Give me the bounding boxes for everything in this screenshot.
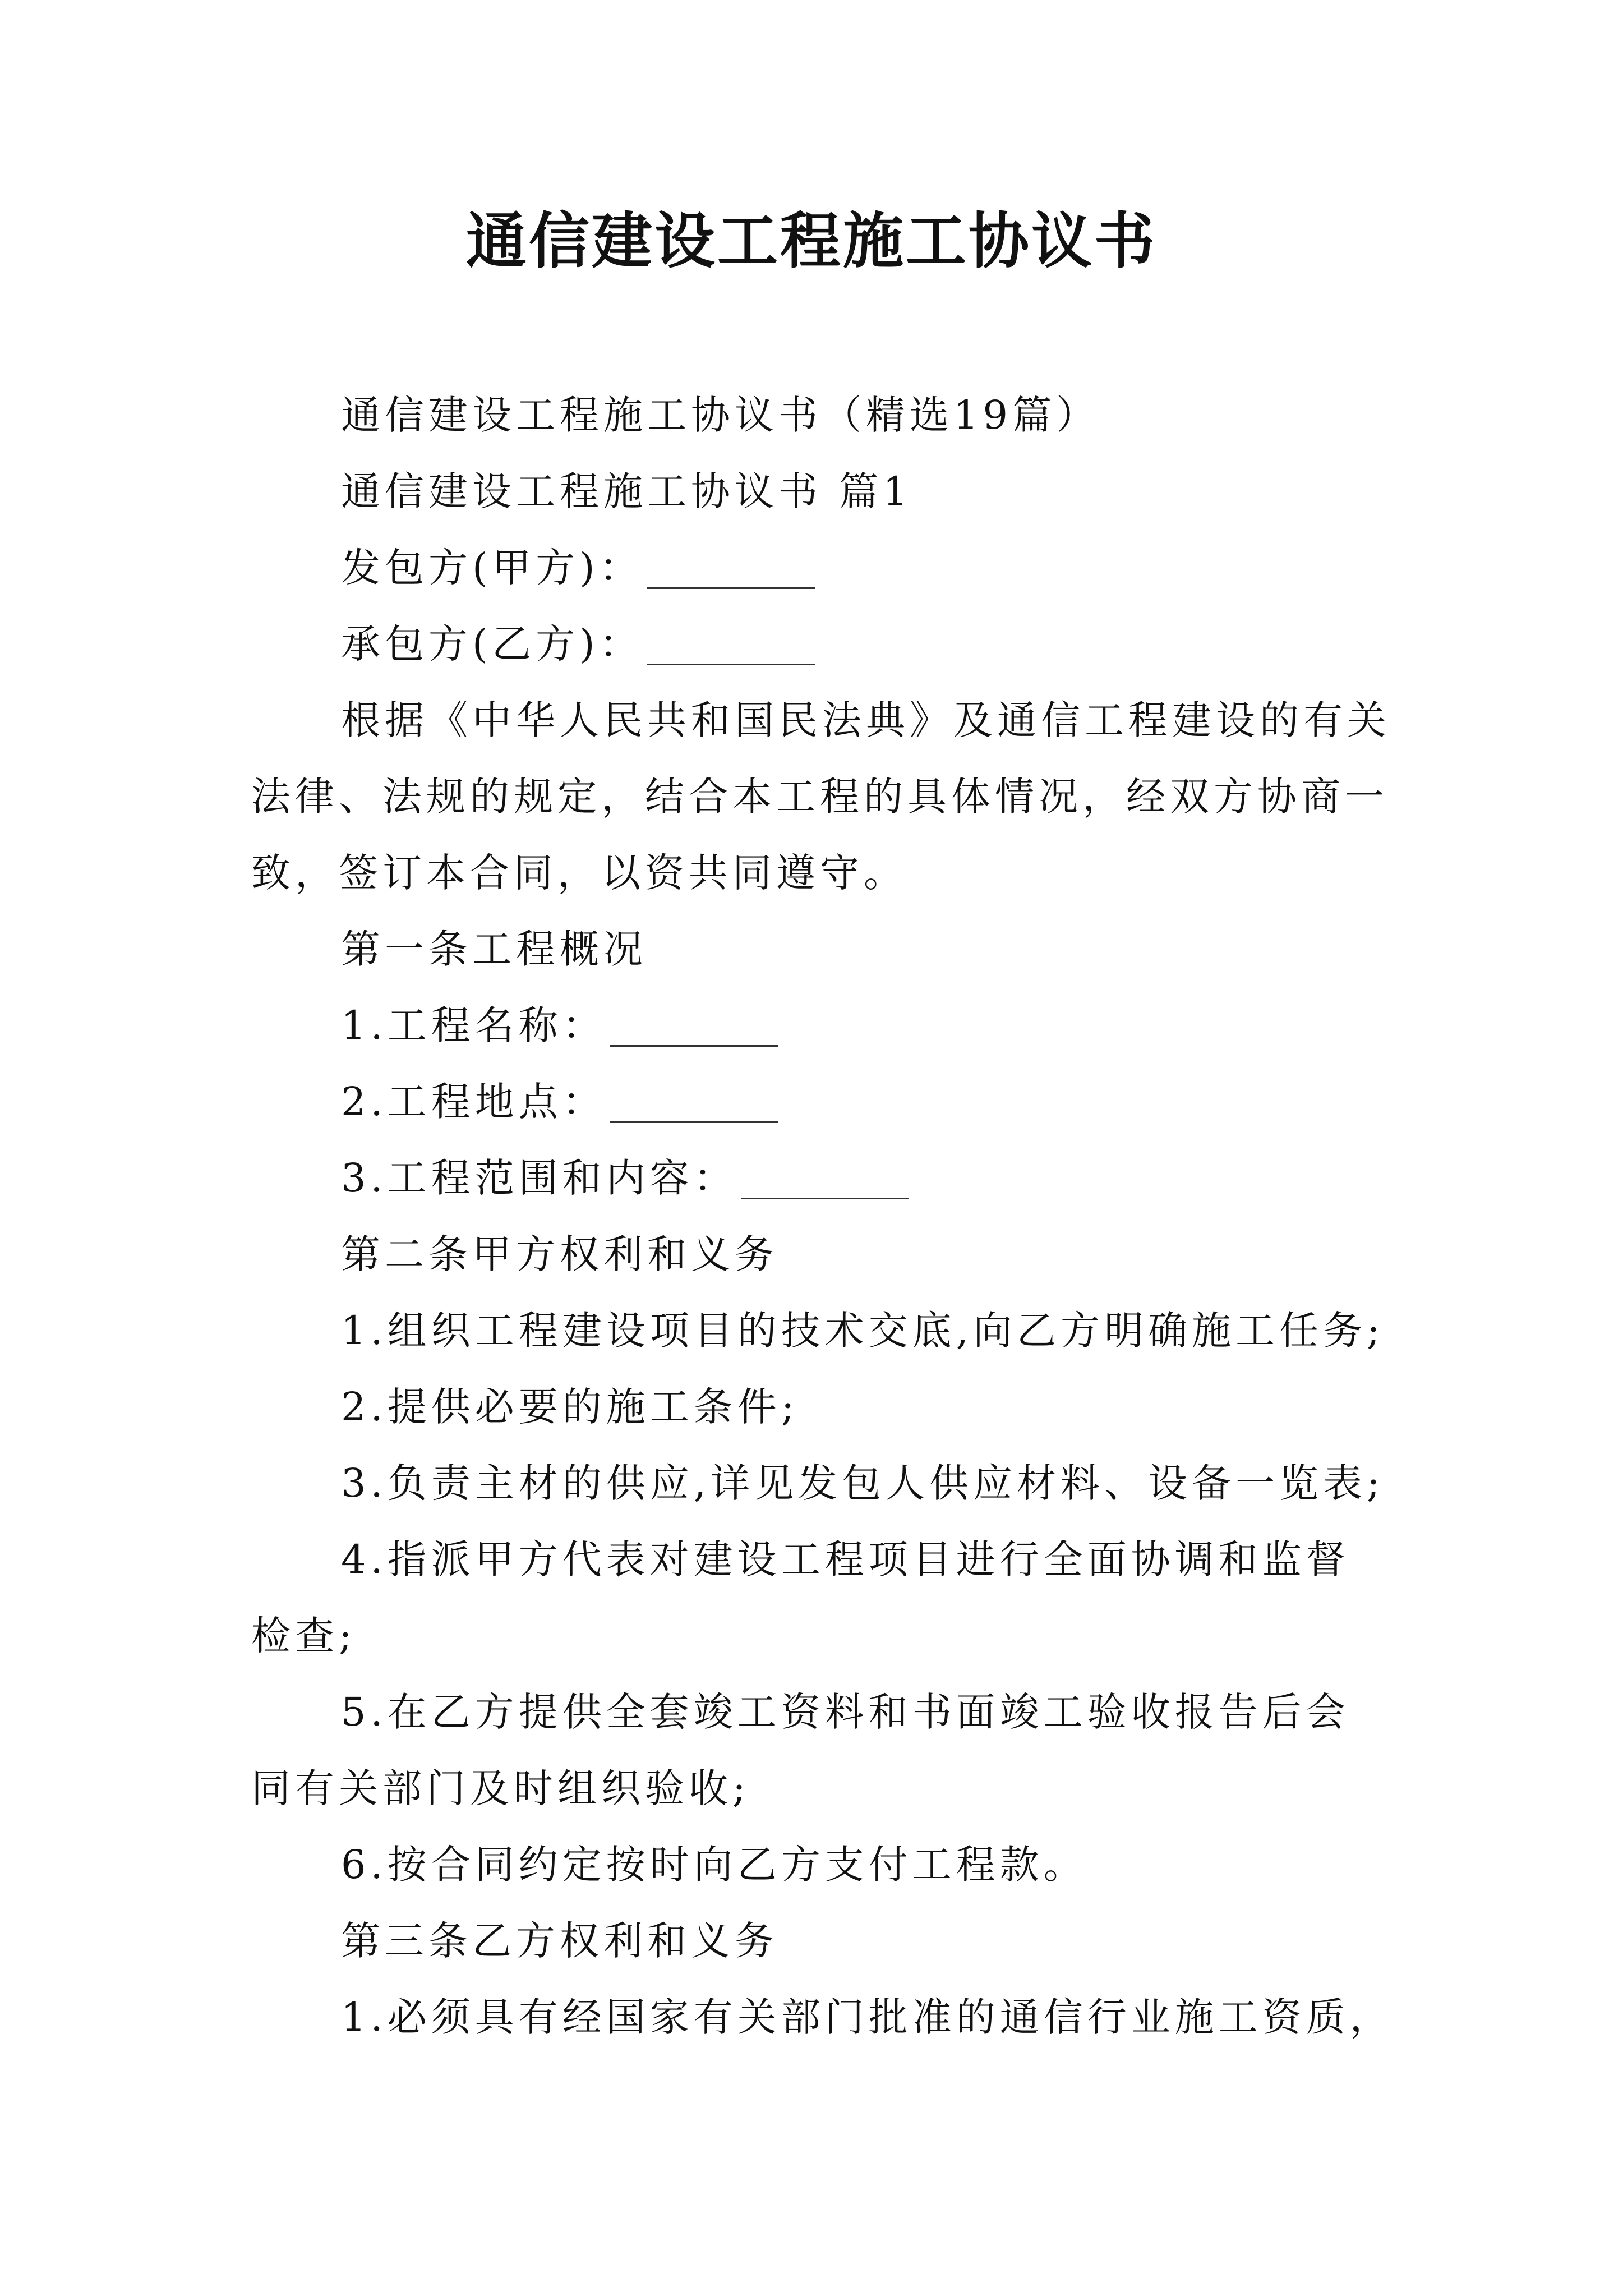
project-scope-label: 3.工程范围和内容： (341, 1155, 737, 1201)
paragraph-line: 致，签订本合同，以资共同遵守。 (251, 850, 907, 896)
project-scope-blank (741, 1164, 909, 1199)
article-heading: 第一条工程概况 (341, 926, 647, 972)
party-b-line (251, 606, 1373, 682)
paragraph-line: 法律、法规的规定，结合本工程的具体情况，经双方协商一 (251, 774, 1389, 820)
subtitle-line: 通信建设工程施工协议书（精选19篇） (341, 392, 1100, 438)
list-item: 5.在乙方提供全套竣工资料和书面竣工验收报告后会 (341, 1689, 1350, 1735)
party-a-label: 发包方(甲方)： (341, 545, 643, 591)
list-item-continuation: 检查; (251, 1613, 357, 1659)
party-a-blank (647, 554, 815, 589)
article-heading: 第三条乙方权利和义务 (341, 1918, 778, 1964)
project-location-blank (610, 1088, 778, 1123)
project-name-label: 1.工程名称： (341, 1002, 606, 1048)
party-b-label: 承包方(乙方)： (341, 621, 643, 667)
party-a-line (251, 530, 1373, 606)
section-heading: 通信建设工程施工协议书 篇1 (341, 468, 912, 514)
project-location-label: 2.工程地点： (341, 1079, 606, 1125)
project-name-line (251, 987, 1373, 1064)
article-heading: 第二条甲方权利和义务 (341, 1231, 778, 1277)
party-b-blank (647, 630, 815, 665)
list-item: 1.组织工程建设项目的技术交底,向乙方明确施工任务; (341, 1308, 1385, 1354)
document-body (251, 377, 1394, 2055)
document-title: 通信建设工程施工协议书 (465, 206, 1157, 277)
list-item: 3.负责主材的供应,详见发包人供应材料、设备一览表; (341, 1460, 1385, 1506)
project-location-line (251, 1064, 1373, 1140)
list-item-continuation: 同有关部门及时组织验收; (251, 1765, 750, 1811)
paragraph-line: 根据《中华人民共和国民法典》及通信工程建设的有关 (341, 697, 1391, 743)
project-name-blank (610, 1011, 778, 1047)
project-scope-line (251, 1140, 1373, 1216)
list-item: 2.提供必要的施工条件; (341, 1384, 799, 1430)
list-item: 1.必须具有经国家有关部门批准的通信行业施工资质， (341, 1994, 1394, 2040)
list-item: 6.按合同约定按时向乙方支付工程款。 (341, 1842, 1087, 1888)
list-item: 4.指派甲方代表对建设工程项目进行全面协调和监督 (341, 1536, 1350, 1582)
